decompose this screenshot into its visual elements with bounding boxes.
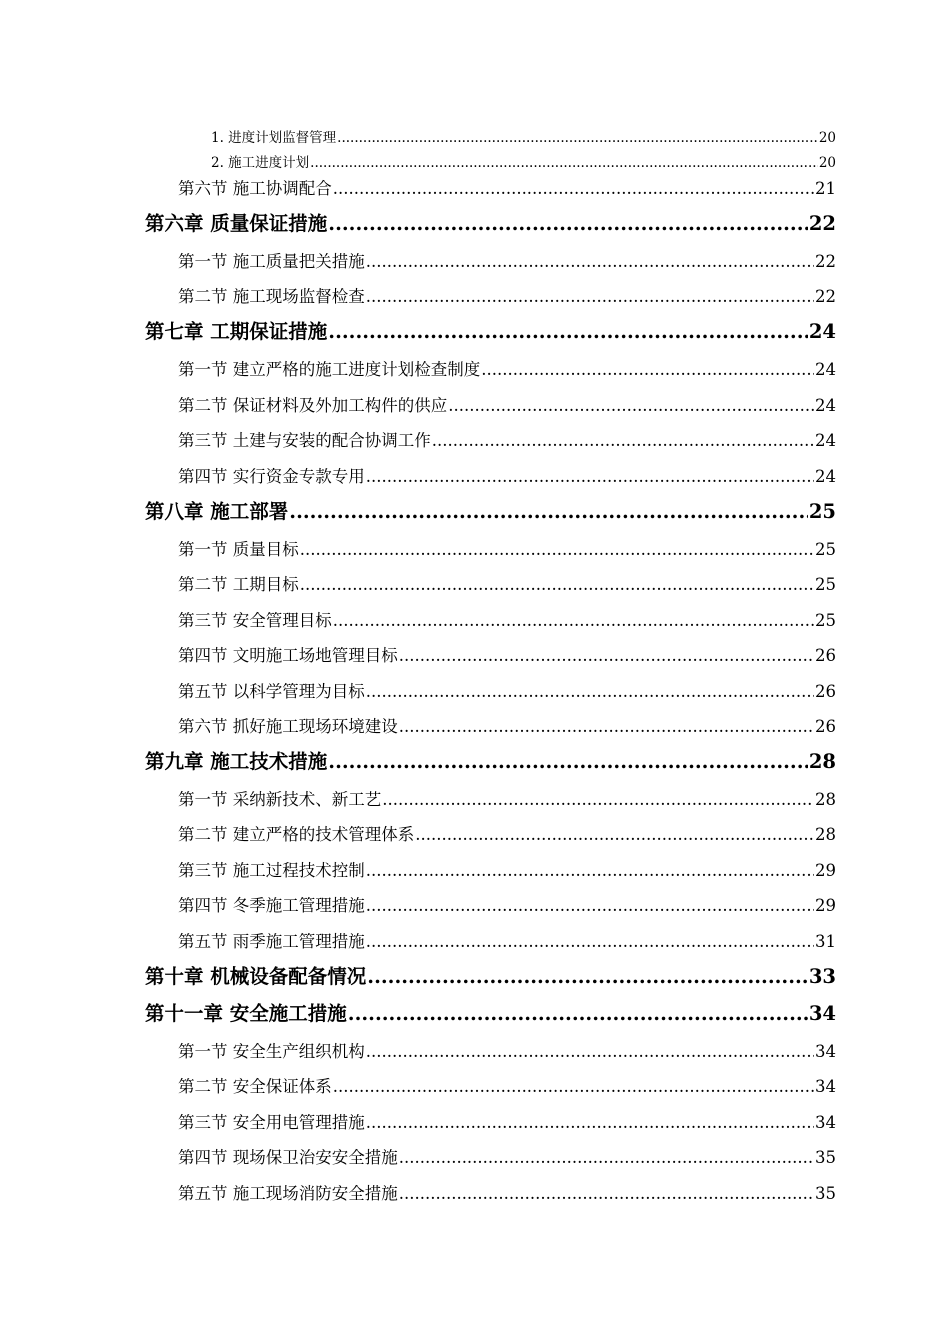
toc-leader <box>333 611 814 630</box>
toc-entry-page: 25 <box>808 500 836 523</box>
toc-entry[interactable] <box>178 283 836 307</box>
toc-entry[interactable] <box>178 678 836 702</box>
toc-entry-title: 第十章 机械设备配备情况 <box>145 965 367 988</box>
toc-entry-title: 第十一章 安全施工措施 <box>145 1002 347 1025</box>
toc-entry-page: 25 <box>815 540 836 559</box>
toc-entry-title: 第二节 安全保证体系 <box>178 1077 332 1096</box>
toc-leader <box>289 500 808 523</box>
toc-entry-title: 第一节 安全生产组织机构 <box>178 1042 365 1061</box>
toc-entry-title: 第二节 建立严格的技术管理体系 <box>178 825 415 844</box>
toc-leader <box>333 1077 814 1096</box>
toc-entry[interactable] <box>178 1109 836 1133</box>
toc-chapter-entry[interactable] <box>145 998 836 1026</box>
toc-entry-title: 第一节 质量目标 <box>178 540 299 559</box>
toc-leader <box>415 825 814 844</box>
toc-entry-page: 26 <box>815 646 836 665</box>
toc-leader <box>366 467 814 486</box>
toc-entry[interactable] <box>178 427 836 451</box>
toc-leader <box>328 212 808 235</box>
toc-leader <box>366 1113 814 1132</box>
toc-entry-title: 第一节 建立严格的施工进度计划检查制度 <box>178 360 481 379</box>
toc-leader <box>348 1002 808 1025</box>
toc-leader <box>481 360 814 379</box>
toc-entry-page: 22 <box>808 212 836 235</box>
toc-leader <box>300 575 814 594</box>
toc-entry[interactable] <box>178 786 836 810</box>
toc-entry-page: 33 <box>808 965 836 988</box>
toc-leader <box>399 1148 814 1167</box>
toc-leader <box>366 896 814 915</box>
toc-leader <box>366 287 814 306</box>
toc-leader <box>399 646 814 665</box>
toc-entry-title: 第六节 抓好施工现场环境建设 <box>178 717 398 736</box>
toc-entry-page: 34 <box>815 1113 836 1132</box>
toc-leader <box>448 396 814 415</box>
toc-entry[interactable] <box>211 151 836 171</box>
toc-entry-page: 34 <box>815 1042 836 1061</box>
toc-entry-title: 第三节 安全用电管理措施 <box>178 1113 365 1132</box>
toc-entry[interactable] <box>178 892 836 916</box>
toc-entry-page: 21 <box>815 179 836 198</box>
toc-leader <box>328 750 808 773</box>
toc-entry-page: 24 <box>815 360 836 379</box>
toc-entry[interactable] <box>178 713 836 737</box>
toc-entry-title: 第五节 施工现场消防安全措施 <box>178 1184 398 1203</box>
toc-leader <box>366 861 814 880</box>
toc-entry[interactable] <box>178 607 836 631</box>
toc-entry-page: 24 <box>815 431 836 450</box>
toc-entry-title: 1. 进度计划监督管理 <box>211 130 337 146</box>
toc-entry[interactable] <box>178 1180 836 1204</box>
toc-entry-page: 24 <box>808 320 836 343</box>
toc-leader <box>432 431 814 450</box>
toc-entry-page: 20 <box>818 155 836 171</box>
toc-entry-title: 第二节 保证材料及外加工构件的供应 <box>178 396 448 415</box>
toc-entry[interactable] <box>178 1038 836 1062</box>
toc-leader <box>337 130 818 146</box>
toc-entry-title: 第四节 冬季施工管理措施 <box>178 896 365 915</box>
toc-entry[interactable] <box>178 248 836 272</box>
toc-leader <box>366 932 814 951</box>
toc-entry-title: 第六节 施工协调配合 <box>178 179 332 198</box>
toc-entry-title: 第二节 工期目标 <box>178 575 299 594</box>
toc-chapter-entry[interactable] <box>145 208 836 236</box>
toc-entry-page: 35 <box>815 1184 836 1203</box>
toc-entry-page: 28 <box>815 790 836 809</box>
toc-leader <box>310 155 818 171</box>
toc-entry-title: 第四节 实行资金专款专用 <box>178 467 365 486</box>
toc-leader <box>399 717 814 736</box>
toc-entry-title: 2. 施工进度计划 <box>211 155 310 171</box>
toc-leader <box>367 965 808 988</box>
toc-entry-page: 34 <box>815 1077 836 1096</box>
toc-entry-page: 20 <box>818 130 836 146</box>
toc-leader <box>366 252 814 271</box>
toc-entry-page: 35 <box>815 1148 836 1167</box>
toc-entry-page: 29 <box>815 861 836 880</box>
toc-chapter-entry[interactable] <box>145 746 836 774</box>
toc-entry-title: 第九章 施工技术措施 <box>145 750 328 773</box>
toc-entry-title: 第四节 现场保卫治安安全措施 <box>178 1148 398 1167</box>
toc-entry-page: 24 <box>815 467 836 486</box>
toc-entry-title: 第三节 安全管理目标 <box>178 611 332 630</box>
toc-entry[interactable] <box>178 821 836 845</box>
toc-entry[interactable] <box>178 857 836 881</box>
toc-entry[interactable] <box>178 392 836 416</box>
toc-entry-page: 22 <box>815 252 836 271</box>
toc-chapter-entry[interactable] <box>145 316 836 344</box>
toc-leader <box>382 790 814 809</box>
toc-entry[interactable] <box>178 571 836 595</box>
toc-entry-title: 第八章 施工部署 <box>145 500 289 523</box>
toc-entry-page: 31 <box>815 932 836 951</box>
toc-entry-page: 28 <box>815 825 836 844</box>
toc-chapter-entry[interactable] <box>145 961 836 989</box>
toc-entry-title: 第一节 施工质量把关措施 <box>178 252 365 271</box>
toc-leader <box>300 540 814 559</box>
toc-entry-title: 第五节 雨季施工管理措施 <box>178 932 365 951</box>
toc-leader <box>399 1184 814 1203</box>
toc-leader <box>333 179 814 198</box>
toc-leader <box>366 682 814 701</box>
toc-entry-title: 第四节 文明施工场地管理目标 <box>178 646 398 665</box>
toc-entry-title: 第三节 施工过程技术控制 <box>178 861 365 880</box>
toc-entry-title: 第六章 质量保证措施 <box>145 212 328 235</box>
toc-entry-page: 34 <box>808 1002 836 1025</box>
toc-entry[interactable] <box>178 1073 836 1097</box>
toc-entry-page: 28 <box>808 750 836 773</box>
toc-entry[interactable] <box>178 536 836 560</box>
toc-leader <box>328 320 808 343</box>
toc-entry[interactable] <box>211 126 836 146</box>
toc-entry-page: 29 <box>815 896 836 915</box>
toc-entry-page: 24 <box>815 396 836 415</box>
toc-entry-page: 26 <box>815 682 836 701</box>
toc-entry[interactable] <box>178 175 836 199</box>
toc-chapter-entry[interactable] <box>145 496 836 524</box>
toc-entry-title: 第一节 采纳新技术、新工艺 <box>178 790 382 809</box>
toc-entry-title: 第三节 土建与安装的配合协调工作 <box>178 431 431 450</box>
toc-entry-page: 22 <box>815 287 836 306</box>
toc-entry[interactable] <box>178 356 836 380</box>
toc-entry-page: 25 <box>815 611 836 630</box>
toc-entry[interactable] <box>178 928 836 952</box>
toc-entry[interactable] <box>178 642 836 666</box>
toc-entry-page: 26 <box>815 717 836 736</box>
toc-entry[interactable] <box>178 1144 836 1168</box>
toc-entry[interactable] <box>178 463 836 487</box>
toc-entry-title: 第七章 工期保证措施 <box>145 320 328 343</box>
toc-entry-page: 25 <box>815 575 836 594</box>
toc-entry-title: 第二节 施工现场监督检查 <box>178 287 365 306</box>
toc-leader <box>366 1042 814 1061</box>
toc-entry-title: 第五节 以科学管理为目标 <box>178 682 365 701</box>
